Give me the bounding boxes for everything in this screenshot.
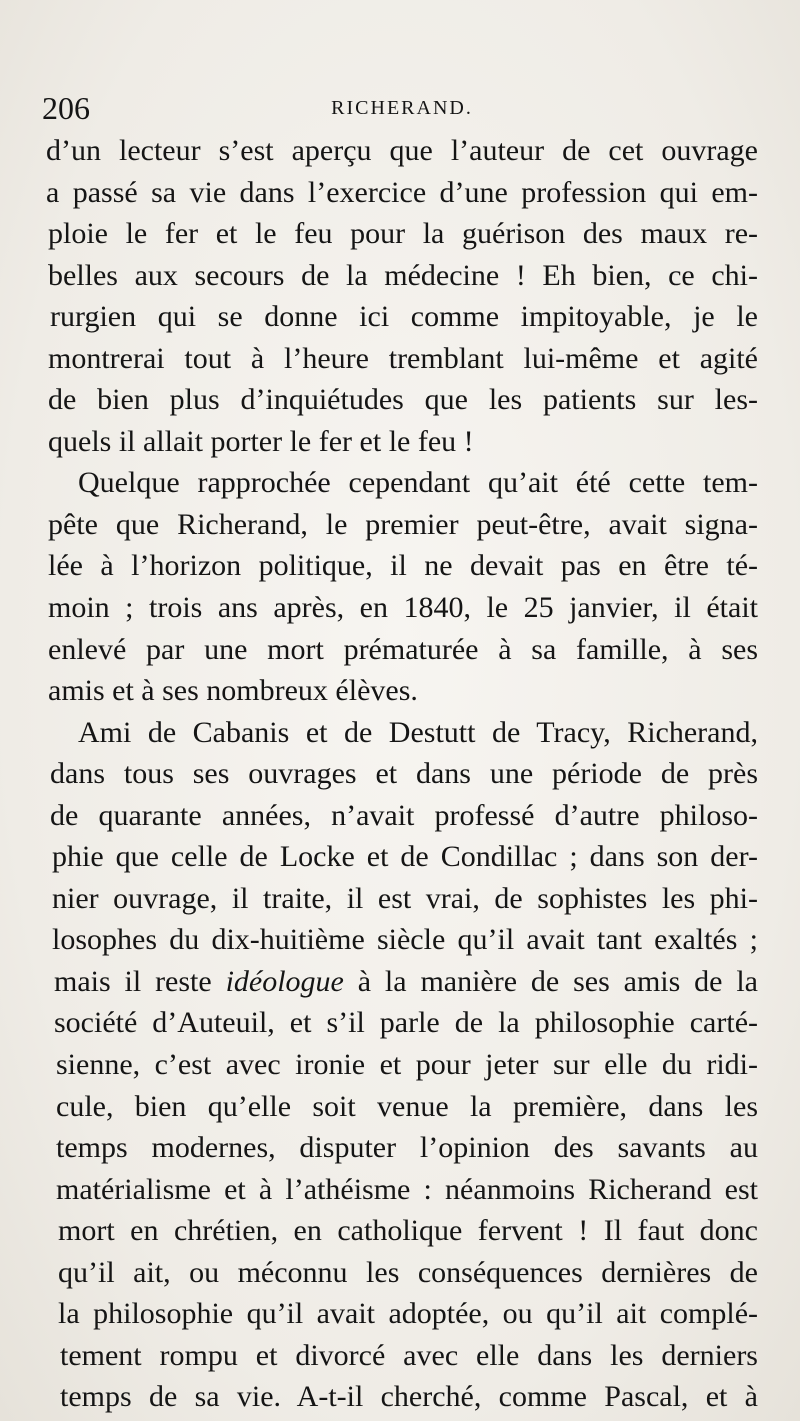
text-line: cule, bien qu’elle soit venue la première, dans les	[56, 1089, 758, 1123]
text-fragment	[344, 965, 358, 998]
text-line: sienne, c’est avec ironie et pour jeter sur elle du ridi-	[56, 1048, 758, 1082]
text-line: rurgien qui se donne ici comme impitoyable, je le	[50, 300, 758, 334]
running-title: RICHERAND.	[331, 97, 473, 119]
text-line: société d’Auteuil, et s’il parle de la philosophie carté-	[54, 1006, 758, 1040]
text-line: d’un lecteur s’est aperçu que l’auteur de cet ouvrage	[46, 134, 758, 167]
running-head	[42, 88, 762, 128]
text-line: ploie le fer et le feu pour la guérison des maux re-	[48, 217, 758, 251]
text-fragment: mais il reste	[54, 964, 226, 998]
page-number: 206	[42, 90, 90, 126]
text-line: de quarante années, n’avait professé d’autre philoso-	[50, 798, 758, 832]
text-line: mort en chrétien, en catholique fervent ! Il faut donc	[58, 1214, 758, 1248]
body-text	[46, 130, 758, 1418]
text-line: belles aux secours de la médecine ! Eh bien, ce chi-	[48, 258, 758, 292]
text-line: lée à l’horizon politique, il ne devait pas en être té-	[48, 549, 758, 583]
text-line-with-italic	[46, 961, 758, 1003]
text-line: nier ouvrage, il traite, il est vrai, de sophistes les phi-	[52, 881, 758, 915]
text-line: temps modernes, disputer l’opinion des savants au	[56, 1131, 758, 1165]
text-line: a passé sa vie dans l’exercice d’une profession qui em-	[46, 175, 758, 209]
text-line: montrerai tout à l’heure tremblant lui-même et agité	[48, 341, 758, 375]
italic-term: idéologue	[225, 964, 344, 998]
text-line: dans tous ses ouvrages et dans une période de près	[50, 757, 758, 791]
text-fragment: à la manière de ses amis de la	[357, 964, 758, 998]
text-line: la philosophie qu’il avait adoptée, ou qu’il ait complé-	[58, 1297, 758, 1331]
text-line: amis et à ses nombreux élèves.	[48, 674, 418, 708]
text-line: moin ; trois ans après, en 1840, le 25 janvier, il était	[48, 591, 758, 625]
text-line: matérialisme et à l’athéisme : néanmoins Richerand est	[56, 1172, 758, 1206]
text-line: enlevé par une mort prématurée à sa famille, à ses	[48, 632, 758, 666]
paragraph-first-line: Ami de Cabanis et de Destutt de Tracy, Richerand,	[78, 715, 758, 749]
text-line: tement rompu et divorcé avec elle dans les derniers	[60, 1338, 758, 1372]
text-line: pête que Richerand, le premier peut-être, avait signa-	[48, 507, 758, 541]
text-line: losophes du dix-huitième siècle qu’il avait tant exaltés ;	[52, 923, 758, 957]
text-line: temps de sa vie. A-t-il cherché, comme Pascal, et à	[60, 1380, 758, 1414]
text-line: qu’il ait, ou méconnu les conséquences dernières de	[58, 1255, 758, 1289]
text-line: phie que celle de Locke et de Condillac ; dans son der-	[52, 840, 758, 874]
text-line: quels il allait porter le fer et le feu !	[48, 424, 474, 458]
text-line: de bien plus d’inquiétudes que les patients sur les-	[48, 383, 758, 417]
paragraph-first-line: Quelque rapprochée cependant qu’ait été cette tem-	[78, 466, 758, 500]
